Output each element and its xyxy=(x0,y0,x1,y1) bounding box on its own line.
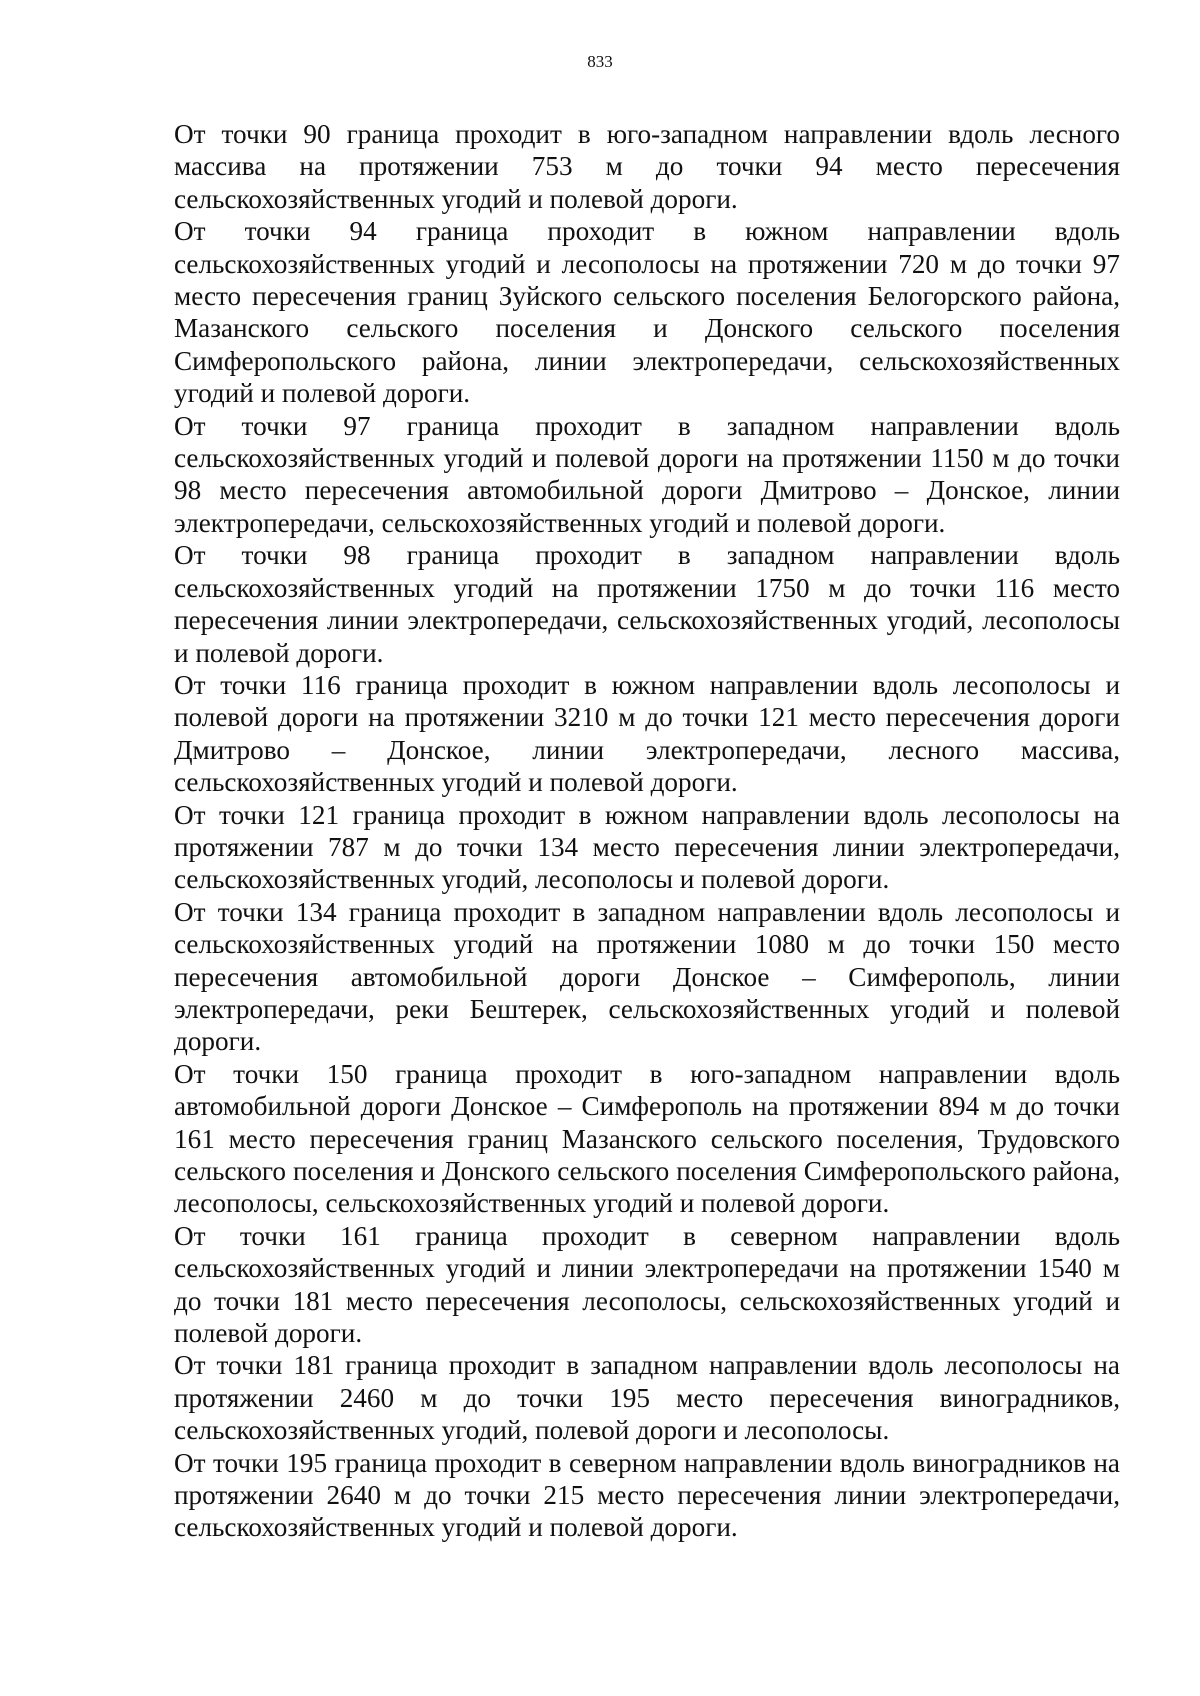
paragraph: От точки 97 граница проходит в западном направлении вдоль сельскохозяйственных угодий и полевой дороги на протяжении 1150 м до точки 98 место пересечения автомобильной дороги Дмитрово – Донское, линии электропередачи, сельскохозяйственных угодий и полевой дороги. xyxy=(174,410,1120,538)
paragraph: От точки 150 граница проходит в юго-западном направлении вдоль автомобильной дороги Донское – Симферополь на протяжении 894 м до точки 161 место пересечения границ Мазанского сельского поселения, Трудовского сельского поселения и Донского сельского поселения Симферопольского района, лесополосы, сельскохозяйственных угодий и полевой дороги. xyxy=(174,1058,1120,1219)
paragraph: От точки 181 граница проходит в западном направлении вдоль лесополосы на протяжении 2460 м до точки 195 место пересечения виноградников, сельскохозяйственных угодий, полевой дороги и лесополосы. xyxy=(174,1350,1120,1446)
paragraph: От точки 161 граница проходит в северном направлении вдоль сельскохозяйственных угодий и линии электропередачи на протяжении 1540 м до точки 181 место пересечения лесополосы, сельскохозяйственных угодий и полевой дороги. xyxy=(174,1220,1120,1349)
paragraph: От точки 94 граница проходит в южном направлении вдоль сельскохозяйственных угодий и лесополосы на протяжении 720 м до точки 97 место пересечения границ Зуйского сельского поселения Белогорского района, Мазанского сельского поселения и Донского сельского поселения Симферопольского района, линии электропередачи, сельскохозяйственных угодий и полевой дороги. xyxy=(174,216,1120,409)
document-body xyxy=(174,118,1120,1544)
paragraph: От точки 98 граница проходит в западном направлении вдоль сельскохозяйственных угодий на протяжении 1750 м до точки 116 место пересечения линии электропередачи, сельскохозяйственных угодий, лесополосы и полевой дороги. xyxy=(174,540,1120,668)
paragraph: От точки 90 граница проходит в юго-западном направлении вдоль лесного массива на протяжении 753 м до точки 94 место пересечения сельскохозяйственных угодий и полевой дороги. xyxy=(174,119,1120,214)
paragraph: От точки 116 граница проходит в южном направлении вдоль лесополосы и полевой дороги на протяжении 3210 м до точки 121 место пересечения дороги Дмитрово – Донское, линии электропередачи, лесного массива, сельскохозяйственных угодий и полевой дороги. xyxy=(174,669,1120,798)
paragraph: От точки 195 граница проходит в северном направлении вдоль виноградников на протяжении 2640 м до точки 215 место пересечения линии электропередачи, сельскохозяйственных угодий и полевой дороги. xyxy=(174,1447,1120,1543)
paragraph: От точки 121 граница проходит в южном направлении вдоль лесополосы на протяжении 787 м до точки 134 место пересечения линии электропередачи, сельскохозяйственных угодий, лесополосы и полевой дороги. xyxy=(174,799,1120,895)
page-number: 833 xyxy=(587,52,613,71)
paragraph: От точки 134 граница проходит в западном направлении вдоль лесополосы и сельскохозяйственных угодий на протяжении 1080 м до точки 150 место пересечения автомобильной дороги Донское – Симферополь, линии электропередачи, реки Бештерек, сельскохозяйственных угодий и полевой дороги. xyxy=(174,896,1120,1057)
